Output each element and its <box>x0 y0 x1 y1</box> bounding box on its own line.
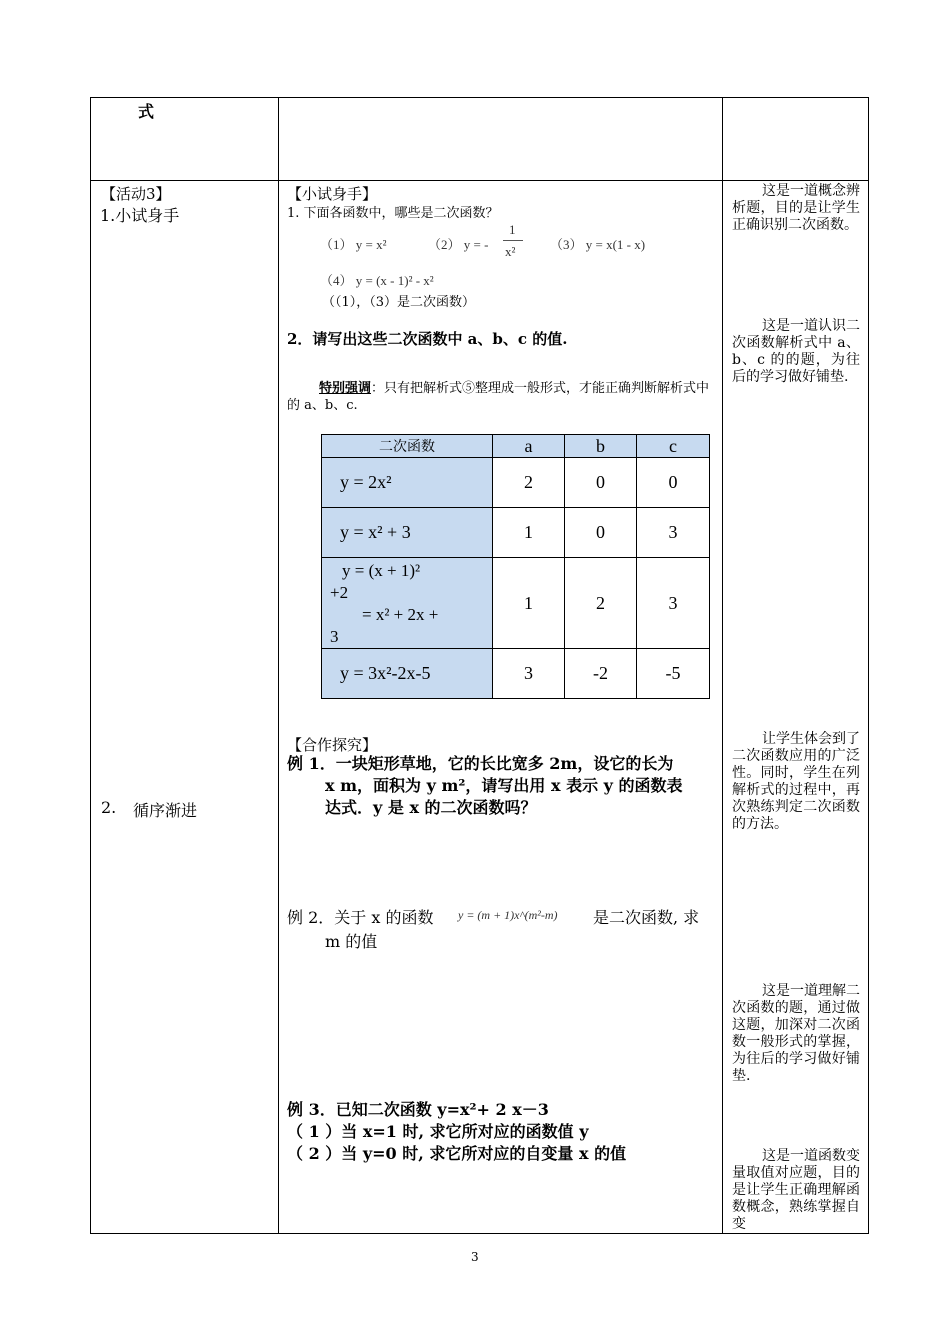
table-row-4-func: y = 3x²-2x-5 <box>322 649 493 698</box>
note-1: 这是一道概念辨析题，目的是让学生正确识别二次函数。 <box>732 183 860 233</box>
table-row-3-b: 2 <box>565 558 637 649</box>
example-3-line-2: （ 1 ）当 x=1 时, 求它所对应的函数值 y <box>287 1122 589 1141</box>
table-row-1-c: 0 <box>637 458 709 508</box>
practice-question-1: 1. 下面各函数中，哪些是二次函数？ <box>287 206 499 221</box>
table-top-border <box>90 97 869 98</box>
formula-2-fraction-bar <box>503 240 523 241</box>
activity-item-1: 1.小试身手 <box>100 206 180 225</box>
activity-item-2: 循序渐进 <box>133 801 198 820</box>
table-row-3-func: y = (x + 1)² +2 = x² + 2x + 3 <box>322 558 493 649</box>
formula-2-prefix: （2） y = - <box>428 237 489 252</box>
table-row-4-b: -2 <box>565 649 637 698</box>
formula-4: （4） y = (x - 1)² - x² <box>320 273 434 288</box>
table-header-b: b <box>565 435 637 458</box>
example-2-suffix: 是二次函数, 求 <box>593 908 700 927</box>
practice-answer: （（1），（3）是二次函数） <box>322 295 476 310</box>
example-1-line-2: x m，面积为 y m²，请写出用 x 表示 y 的函数表 <box>325 776 683 795</box>
special-emphasis-text: ：只有把解析式⑤整理成一般形式，才能正确判断解析式中的 a、b、c. <box>287 381 710 413</box>
table-row-1-func: y = 2x² <box>322 458 493 508</box>
special-emphasis-label: 特别强调 <box>319 381 372 396</box>
practice-header: 【小试身手】 <box>287 185 378 203</box>
table-row-4-a: 3 <box>493 649 565 698</box>
table-row-1-b: 0 <box>565 458 637 508</box>
table-left-border <box>90 97 91 1234</box>
table-bottom-border <box>90 1233 869 1234</box>
table-header-func: 二次函数 <box>322 435 493 458</box>
formula-3: （3） y = x(1 - x) <box>550 237 646 252</box>
table-row-1-a: 2 <box>493 458 565 508</box>
row1-left-text: 式 <box>138 102 155 121</box>
table-header-a: a <box>493 435 565 458</box>
page-number: 3 <box>471 1250 479 1264</box>
note-4: 这是一道理解二次函数的题，通过做这题，加深对二次函数一般形式的掌握，为往后的学习做好铺垫. <box>732 983 860 1084</box>
coop-header: 【合作探究】 <box>287 736 378 754</box>
formula-2-denominator: x² <box>505 244 516 259</box>
table-row-3-c: 3 <box>637 558 709 649</box>
table-row-2-func: y = x² + 3 <box>322 508 493 558</box>
special-emphasis <box>287 380 717 414</box>
example-1-line-3: 达式．y 是 x 的二次函数吗？ <box>325 798 537 817</box>
table-right-border <box>868 97 869 1234</box>
example-2-prefix: 例 2．关于 x 的函数 <box>287 908 434 927</box>
activity-header: 【活动3】 <box>101 185 171 203</box>
col-divider-1 <box>278 97 279 1234</box>
note-2: 这是一道认识二次函数解析式中 a、b、c 的的题，为往后的学习做好铺垫. <box>732 318 860 385</box>
example-3-line-3: （ 2 ）当 y=0 时, 求它所对应的自变量 x 的值 <box>287 1144 627 1163</box>
table-row-2-a: 1 <box>493 508 565 558</box>
example-2-line-2: m 的值 <box>325 932 378 951</box>
note-3: 让学生体会到了二次函数应用的广泛性。同时，学生在列解析式的过程中，再次熟练判定二次函数的方法。 <box>732 731 860 832</box>
note-5: 这是一道函数变量取值对应题，目的是让学生正确理解函数概念，熟练掌握自变 <box>732 1148 860 1232</box>
table-header-c: c <box>637 435 709 458</box>
table-row-2-b: 0 <box>565 508 637 558</box>
example-2-formula: y = (m + 1)x^(m²-m) <box>458 908 558 922</box>
abc-table <box>321 434 710 699</box>
table-row-3-a: 1 <box>493 558 565 649</box>
table-row-4-c: -5 <box>665 663 681 683</box>
row-divider <box>90 180 869 181</box>
col-divider-2 <box>722 97 723 1234</box>
table-row-2-c: 3 <box>637 508 709 558</box>
practice-question-2: 2．请写出这些二次函数中 a、b、c 的值. <box>287 330 568 348</box>
example-1-line-1: 例 1．一块矩形草地，它的长比宽多 2m，设它的长为 <box>287 754 674 773</box>
formula-1: （1） y = x² <box>320 237 387 252</box>
formula-2-numerator: 1 <box>509 222 516 237</box>
activity-item-2-number: 2. <box>101 798 117 817</box>
example-3-line-1: 例 3．已知二次函数 y=x²+ 2 x－3 <box>287 1100 549 1119</box>
